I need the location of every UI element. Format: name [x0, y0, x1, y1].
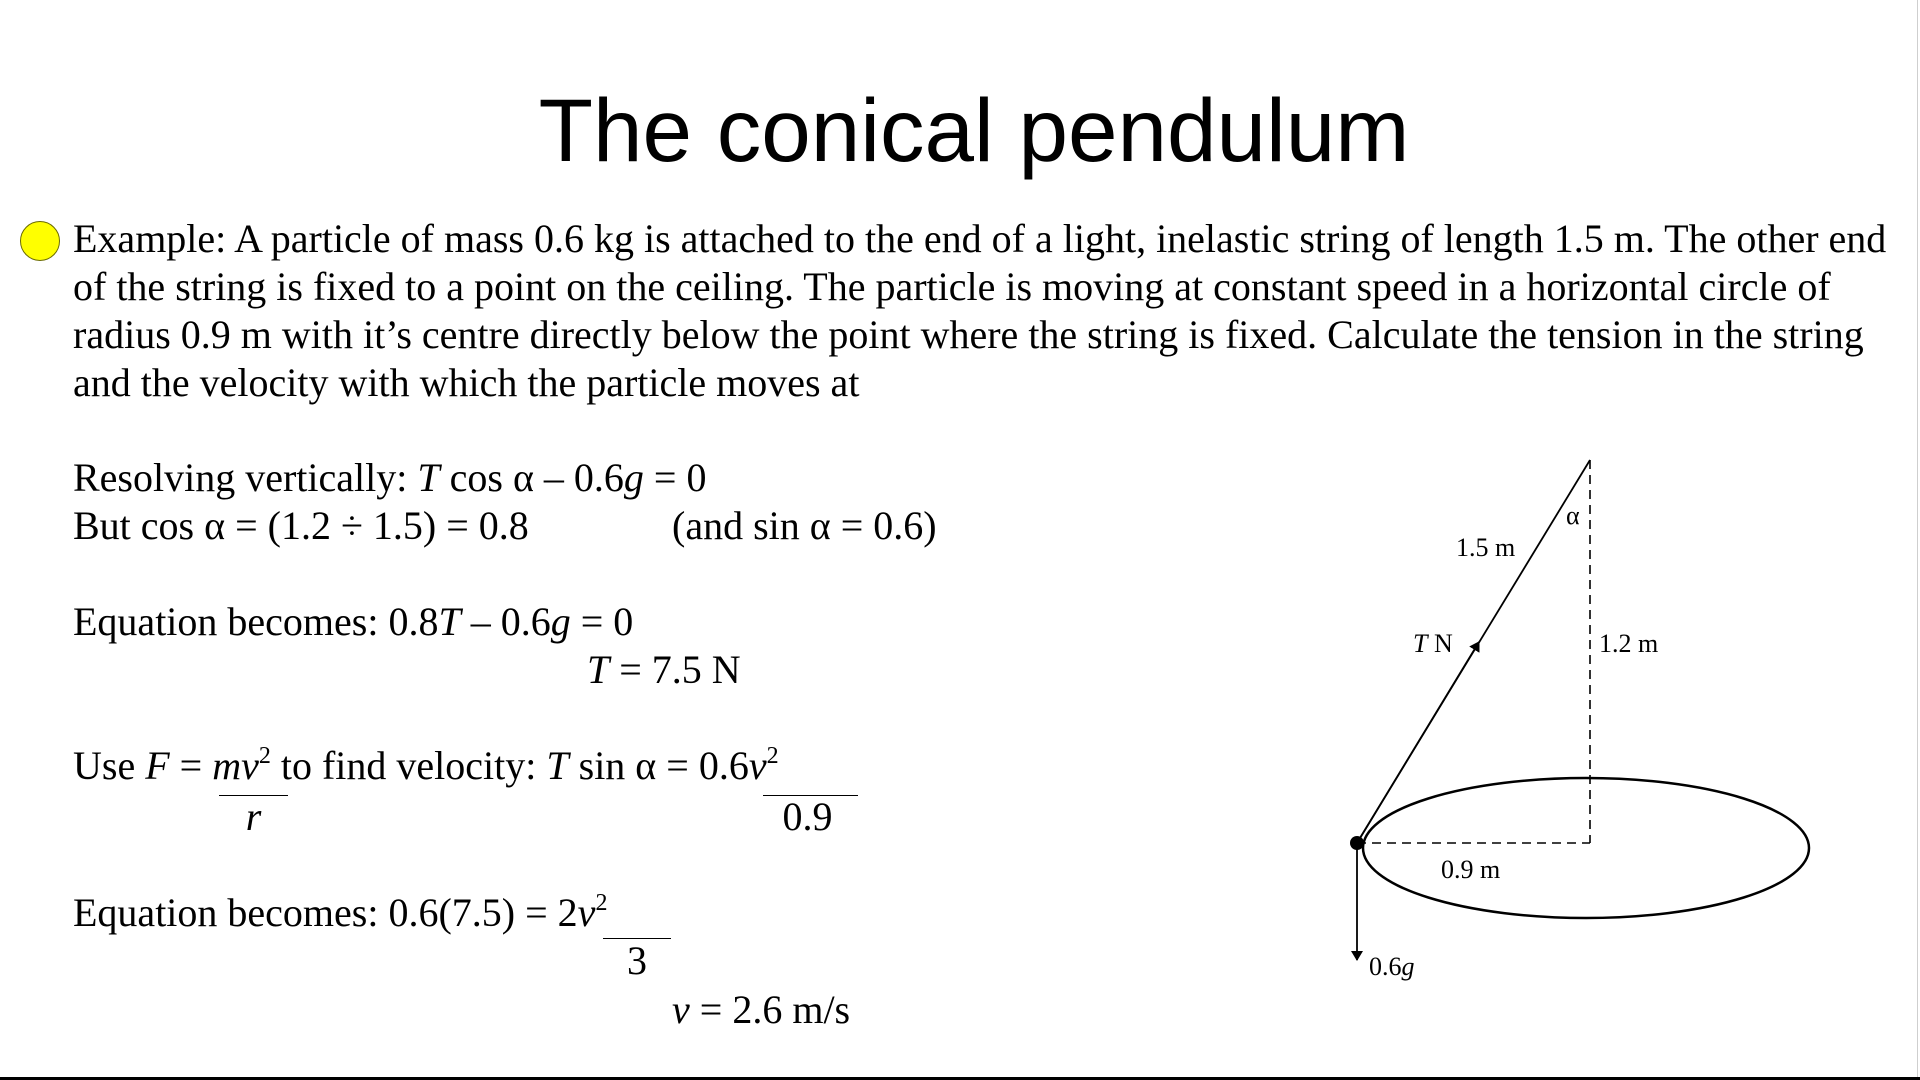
var-v: v	[577, 890, 596, 935]
var-r: r	[245, 794, 262, 839]
angle-label: α	[1566, 501, 1580, 530]
weight-label	[1369, 952, 1415, 981]
height-label: 1.2 m	[1599, 629, 1659, 658]
text: sin α =	[568, 743, 699, 788]
var-g: g	[550, 599, 571, 644]
string-length-label: 1.5 m	[1456, 533, 1516, 562]
circular-path	[1363, 778, 1809, 918]
fraction-denominator: 0.9	[782, 794, 833, 839]
unit: N	[1427, 629, 1453, 658]
text: cos α – 0.6	[439, 455, 624, 500]
text: – 0.6	[460, 599, 551, 644]
text: 2	[557, 890, 578, 935]
var-g: g	[623, 455, 644, 500]
var-T: T	[438, 599, 461, 644]
text: Resolving vertically:	[73, 455, 418, 500]
var-v: v	[748, 743, 767, 788]
example-text: Example: A particle of mass 0.6 kg is attached to the end of a light, inelastic string of length 1.5 m. The other end of the string is fixed to a point on the ceiling. The particle is moving at constant speed in a horizontal circle of radius 0.9 m with it’s centre directly below the point where the string is fixed. Calculate the tension in the string and the velocity with which the particle moves at	[73, 216, 1887, 405]
text: 0.6	[698, 743, 749, 788]
working-line-2b: (and sin α = 0.6)	[672, 503, 937, 548]
slide-edge	[1917, 0, 1918, 1080]
text: = 7.5 N	[609, 647, 741, 692]
text: = 2.6 m/s	[689, 987, 851, 1032]
var-T: T	[1413, 629, 1428, 658]
exponent: 2	[258, 743, 271, 769]
number: 0.6	[1369, 952, 1402, 981]
text: Equation becomes: 0.6(7.5) =	[73, 890, 558, 935]
var-mv: mv	[212, 743, 259, 788]
working-line-2a: But cos α = (1.2 ÷ 1.5) = 0.8	[73, 503, 529, 548]
text: =	[169, 743, 213, 788]
var-g: g	[1401, 952, 1415, 981]
var-T: T	[546, 743, 569, 788]
var-T: T	[587, 647, 610, 692]
tension-label	[1413, 629, 1453, 658]
radius-label: 0.9 m	[1441, 855, 1501, 884]
text: Use	[73, 743, 146, 788]
exponent: 2	[595, 890, 608, 916]
fraction-denominator: 3	[627, 938, 647, 983]
tension-arrow	[1357, 642, 1479, 843]
text: = 0	[643, 455, 707, 500]
text: = 0	[570, 599, 634, 644]
exponent: 2	[766, 743, 779, 769]
particle	[1350, 836, 1364, 850]
var-T: T	[417, 455, 440, 500]
var-F: F	[145, 743, 170, 788]
text: Equation becomes: 0.8	[73, 599, 439, 644]
text: to find velocity:	[270, 743, 547, 788]
slide-title: The conical pendulum	[538, 80, 1410, 180]
var-v: v	[672, 987, 690, 1032]
